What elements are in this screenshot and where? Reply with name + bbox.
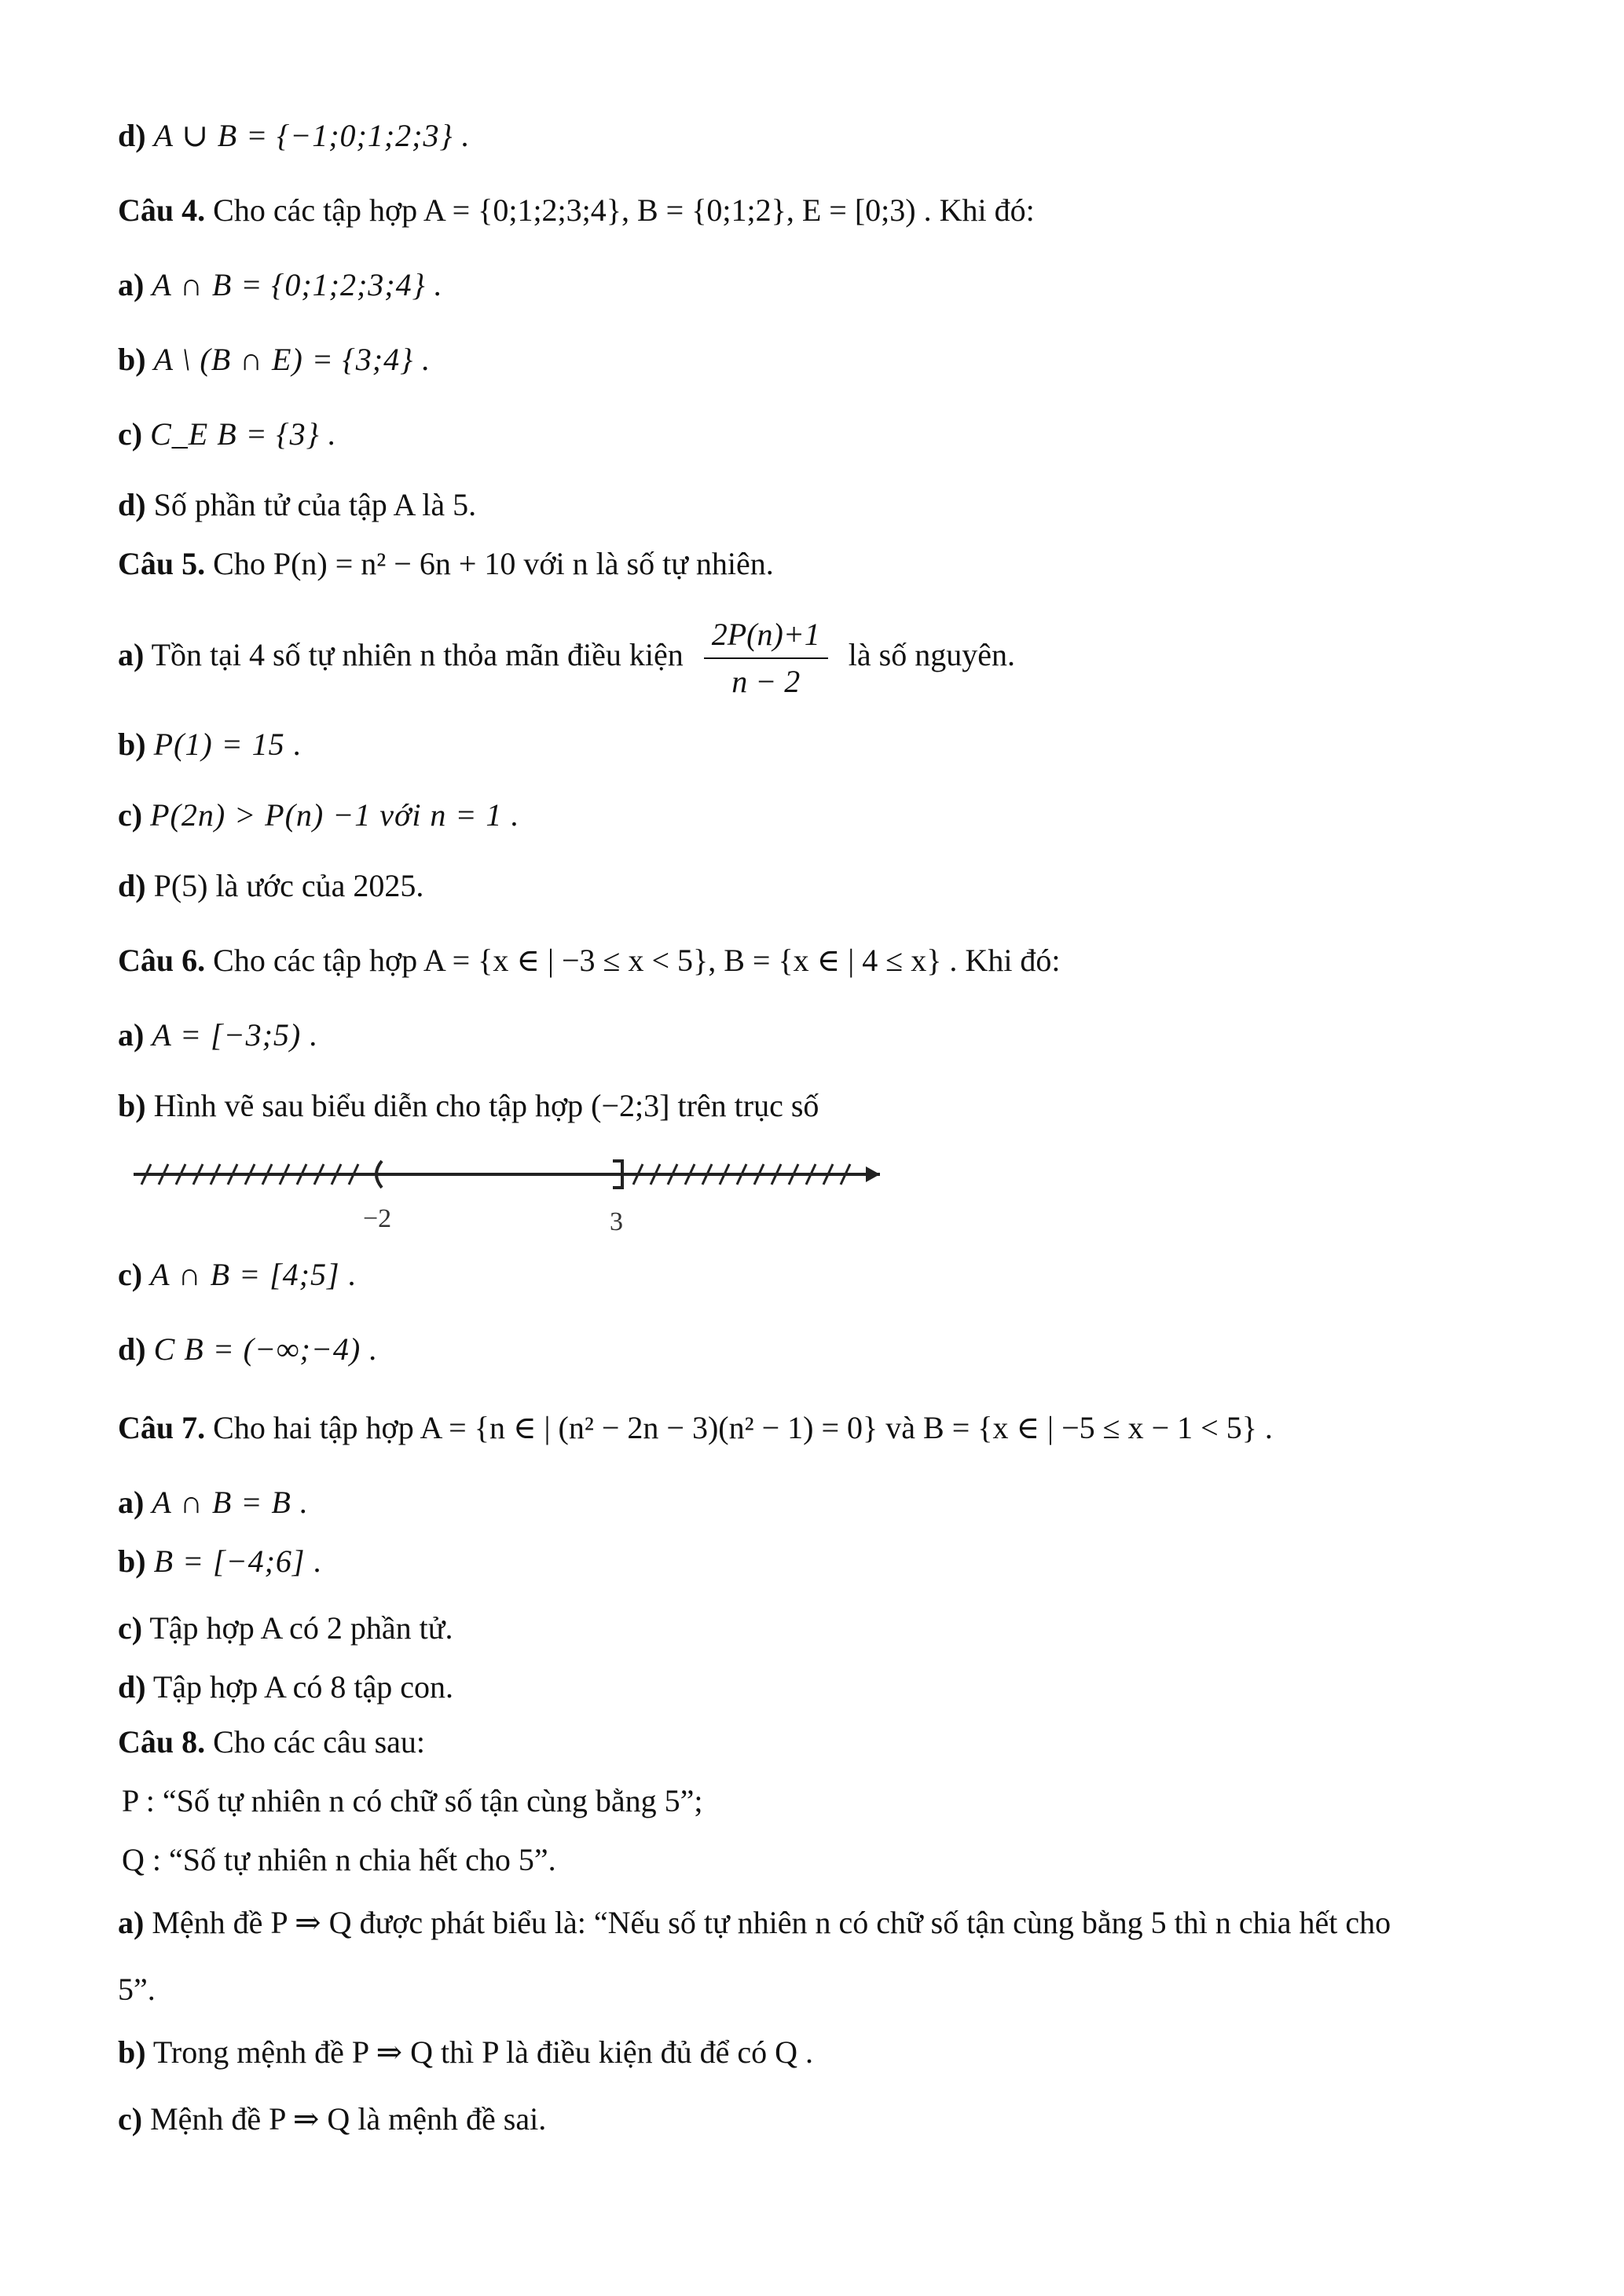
item-4d (118, 487, 476, 523)
item-text: P(5) là ước của 2025. (153, 868, 424, 903)
number-line-label-right: 3 (610, 1207, 623, 1236)
item-label: b) (118, 727, 146, 762)
item-text: A ∩ B = B . (152, 1485, 309, 1520)
item-8a (118, 1905, 1391, 1941)
question-7 (118, 1410, 1273, 1446)
question-5 (118, 546, 774, 582)
number-line-label-left: −2 (363, 1204, 392, 1233)
item-6b (118, 1088, 819, 1124)
item-text: C_E B = {3} . (150, 416, 337, 452)
item-8b (118, 2034, 813, 2071)
item-text: Mệnh đề P ⇒ Q được phát biểu là: “Nếu số tự nhiên n có chữ số tận cùng bằng 5 thì n chia hết cho (152, 1905, 1391, 1940)
fraction-denominator: n − 2 (731, 664, 801, 699)
item-4a (118, 267, 443, 303)
item-label: b) (118, 2034, 146, 2070)
item-label: a) (118, 1905, 145, 1940)
question-text: Cho các tập hợp A = {x ∈ | −3 ≤ x < 5}, B = {x ∈ | 4 ≤ x} . Khi đó: (213, 943, 1061, 978)
question-text: Cho P(n) = n² − 6n + 10 với n là số tự nhiên. (213, 546, 774, 581)
item-text: A ∩ B = [4;5] . (150, 1257, 357, 1292)
question-label: Câu 4. (118, 192, 206, 228)
item-text: P(1) = 15 . (153, 727, 302, 762)
item-6d (118, 1331, 378, 1368)
question-4 (118, 192, 1035, 229)
item-label: b) (118, 1088, 146, 1123)
item-5c (118, 797, 519, 833)
arrow-head-icon (866, 1166, 880, 1182)
statement-text: Q : “Số tự nhiên n chia hết cho 5”. (122, 1842, 556, 1877)
item-text: B = [−4;6] . (153, 1543, 323, 1579)
item-text: Tập hợp A có 8 tập con. (152, 1669, 454, 1705)
item-label: a) (118, 1017, 145, 1053)
item-label: c) (118, 797, 143, 833)
item-8a-continued (118, 1972, 156, 2008)
question-6 (118, 943, 1061, 979)
item-text: A = [−3;5) . (152, 1017, 319, 1053)
question-text: Cho các tập hợp A = {0;1;2;3;4}, B = {0;1;2}, E = [0;3) . Khi đó: (213, 192, 1035, 228)
item-label: a) (118, 1485, 145, 1520)
question-label: Câu 5. (118, 546, 206, 581)
item-text: Trong mệnh đề P ⇒ Q thì P là điều kiện đủ để có Q . (152, 2034, 813, 2070)
item-text: A ∩ B = {0;1;2;3;4} . (152, 267, 443, 302)
statement-p (122, 1783, 703, 1819)
item-7d (118, 1669, 453, 1705)
item-label: d) (118, 1669, 146, 1705)
item-4c (118, 416, 337, 452)
item-text: C B = (−∞;−4) . (153, 1331, 379, 1367)
item-5d (118, 868, 423, 904)
item-label: a) (118, 267, 145, 302)
item-text: Số phần tử của tập A là 5. (153, 487, 477, 522)
item-label: a) (118, 637, 145, 673)
item-label: d) (118, 487, 146, 522)
item-label: d) (118, 118, 146, 153)
item-6c (118, 1257, 357, 1293)
item-label: d) (118, 1331, 146, 1367)
item-text-before: Tồn tại 4 số tự nhiên n thỏa mãn điều kiện (151, 637, 684, 673)
question-8 (118, 1724, 425, 1760)
item-4b (118, 342, 431, 378)
item-5a (118, 617, 1015, 700)
item-text: Mệnh đề P ⇒ Q là mệnh đề sai. (150, 2101, 547, 2137)
item-label: c) (118, 1610, 143, 1646)
item-text: A ∪ B = {−1;0;1;2;3} . (153, 118, 471, 153)
question-text: Cho hai tập hợp A = {n ∈ | (n² − 2n − 3)(n² − 1) = 0} và B = {x ∈ | −5 ≤ x − 1 < 5} . (213, 1410, 1273, 1445)
item-8c (118, 2101, 546, 2137)
number-line-figure (126, 1155, 911, 1257)
question-label: Câu 7. (118, 1410, 206, 1445)
question-label: Câu 6. (118, 943, 206, 978)
question-text: Cho các câu sau: (213, 1724, 426, 1760)
item-text: 5”. (118, 1972, 156, 2007)
item-text: P(2n) > P(n) −1 với n = 1 . (150, 797, 520, 833)
item-label: b) (118, 342, 146, 377)
item-7a (118, 1485, 309, 1521)
item-label: c) (118, 2101, 143, 2137)
fraction-numerator: 2P(n)+1 (704, 617, 828, 659)
item-3d (118, 118, 471, 154)
item-label: c) (118, 1257, 143, 1292)
item-6a (118, 1017, 318, 1053)
item-7b (118, 1543, 322, 1580)
item-label: b) (118, 1543, 146, 1579)
statement-q (122, 1842, 556, 1878)
item-7c (118, 1610, 453, 1646)
item-label: c) (118, 416, 143, 452)
item-text: Tập hợp A có 2 phần tử. (149, 1610, 453, 1646)
item-text: A \ (B ∩ E) = {3;4} . (153, 342, 431, 377)
question-label: Câu 8. (118, 1724, 206, 1760)
item-label: d) (118, 868, 146, 903)
item-text-after: là số nguyên. (848, 637, 1015, 673)
fraction (704, 617, 828, 700)
statement-text: P : “Số tự nhiên n có chữ số tận cùng bằng 5”; (122, 1783, 703, 1818)
item-text: Hình vẽ sau biểu diễn cho tập hợp (−2;3] trên trục số (153, 1088, 819, 1123)
item-5b (118, 727, 302, 763)
